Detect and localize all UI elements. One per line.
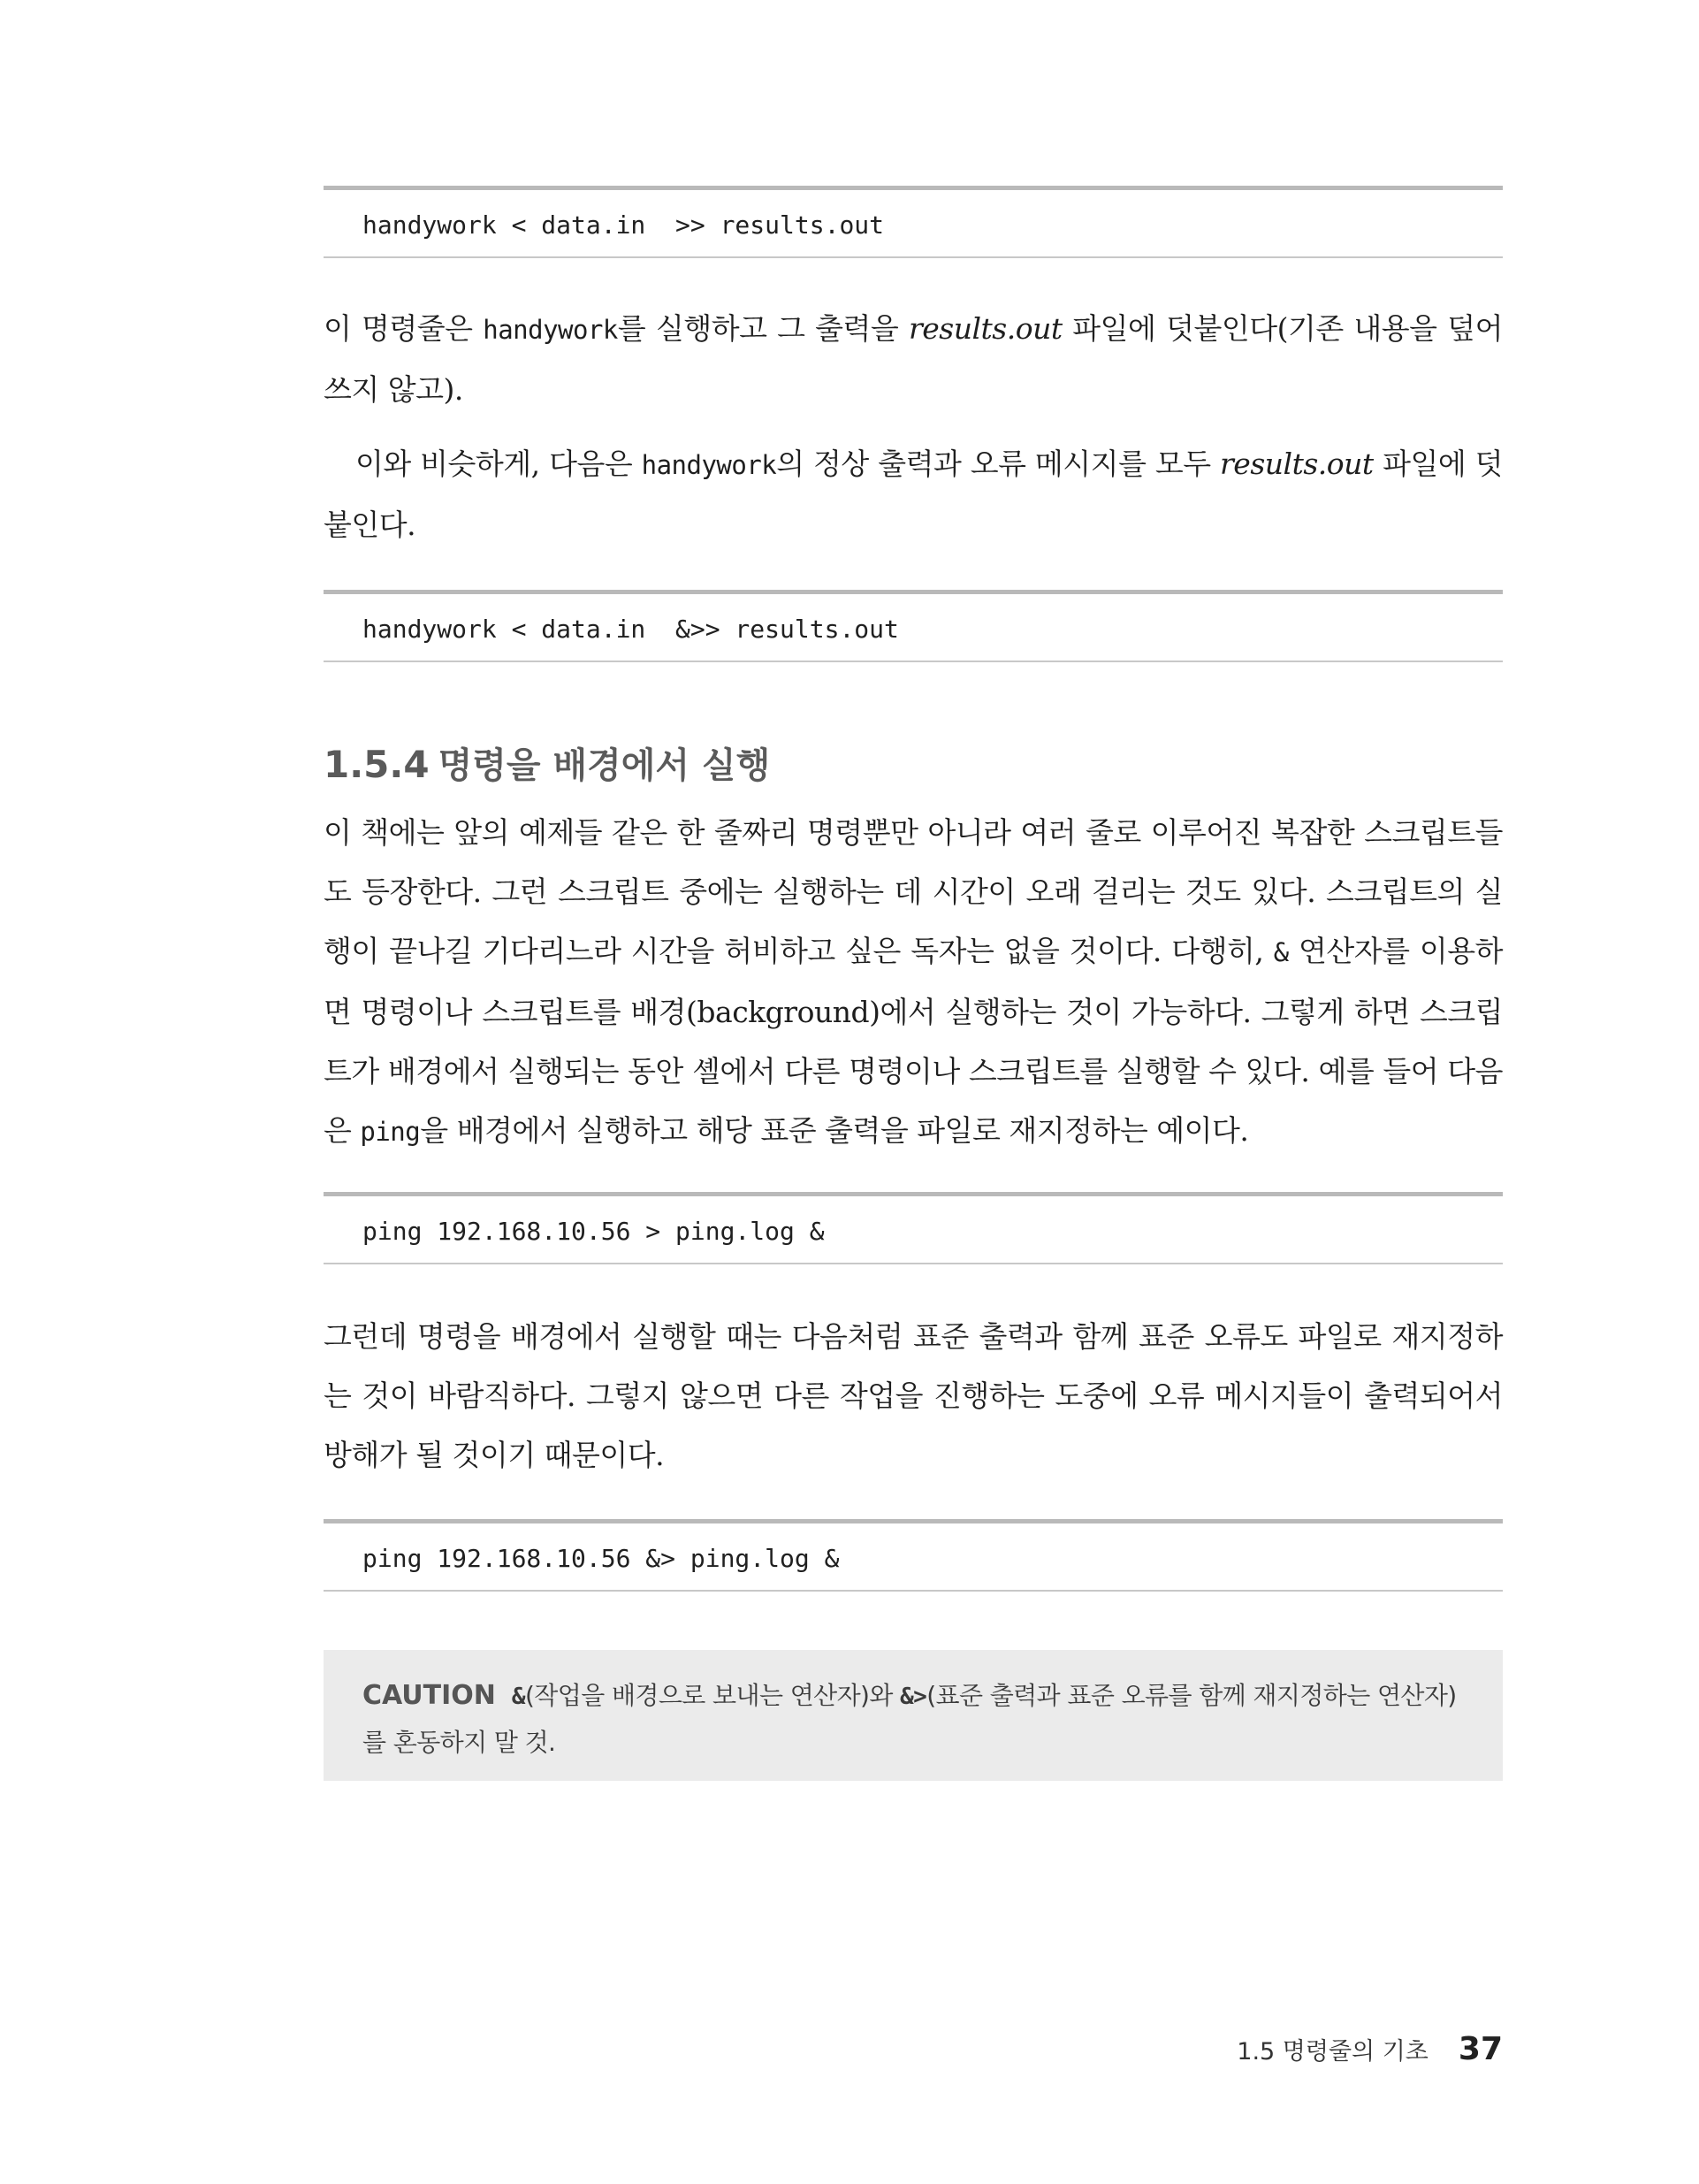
paragraph: 이와 비슷하게, 다음은 handywork의 정상 출력과 오류 메시지를 모두 results.out 파일에 덧붙인다. [324,447,1503,542]
code-line: ping 192.168.10.56 > ping.log & [362,1217,825,1246]
code-line: ping 192.168.10.56 &> ping.log & [362,1544,840,1573]
file-name: results.out [909,311,1063,346]
inline-code: handywork [641,450,777,480]
paragraph: 이 책에는 앞의 예제들 같은 한 줄짜리 명령뿐만 아니라 여러 줄로 이루어진 복잡한 스크립트들도 등장한다. 그런 스크립트 중에는 실행하는 데 시간이 오래 걸리는 것도 있다. 스크립트의 실행이 끝나길 기다리느라 시간을 허비하고 싶은 독자는 없을 것이다. 다행히, & 연산자를 이용하면 명령이나 스크립트를 배경(background)에서 실행하는 것이 가능하다. 그렇게 하면 스크립트가 배경에서 실행되는 동안 셸에서 다른 명령이나 스크립트를 실행할 수 있다. 예를 들어 다음은 ping을 배경에서 실행하고 해당 표준 출력을 파일로 재지정하는 예이다. [324,815,1503,1148]
footer-section: 1.5 명령줄의 기초 [1237,2038,1429,2066]
code-block [324,1192,1503,1264]
paragraph: 그런데 명령을 배경에서 실행할 때는 다음처럼 표준 출력과 함께 표준 오류도 파일로 재지정하는 것이 바람직하다. 그렇지 않으면 다른 작업을 진행하는 도중에 오류 메시지들이 출력되어서 방해가 될 것이기 때문이다. [324,1319,1503,1472]
inline-code: ping [360,1117,421,1147]
code-block [324,1519,1503,1592]
page-number: 37 [1458,2031,1503,2067]
code-line: handywork < data.in >> results.out [362,210,885,240]
code-block [324,186,1503,258]
inline-code: & [1273,937,1289,967]
section-title: 명령을 배경에서 실행 [438,745,771,786]
paragraph: 이 명령줄은 handywork를 실행하고 그 출력을 results.out 파일에 덧붙인다(기존 내용을 덮어 쓰지 않고). [324,311,1503,407]
inline-code: handywork [483,315,618,345]
inline-code: &> [900,1684,927,1710]
section-heading [324,743,770,787]
caution-label: CAUTION [362,1680,496,1711]
inline-code: & [511,1684,525,1710]
code-line: handywork < data.in &>> results.out [362,615,899,644]
caution-box: CAUTION &(작업을 배경으로 보내는 연산자)와 &>(표준 출력과 표준 오류를 함께 재지정하는 연산자)를 혼동하지 말 것. [324,1650,1503,1781]
page-footer [1237,2031,1503,2067]
section-number: 1.5.4 [324,743,430,786]
code-block [324,590,1503,662]
file-name: results.out [1220,447,1374,481]
